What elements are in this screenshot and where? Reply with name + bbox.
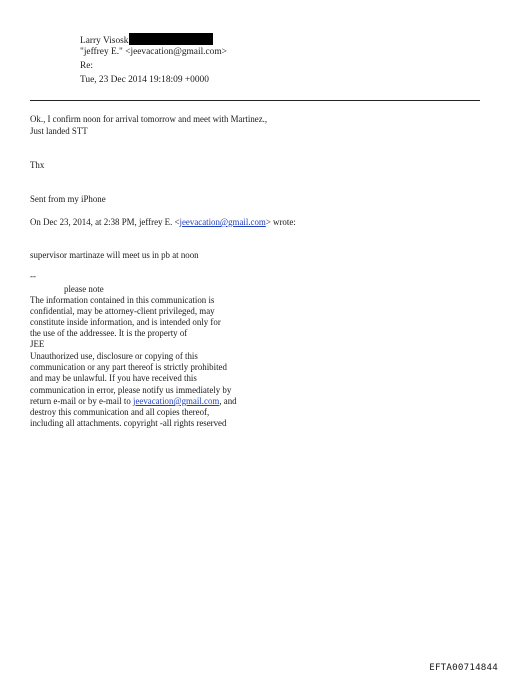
disclaimer-line — [30, 396, 237, 407]
disclaimer-line: Unauthorized use, disclosure or copying of this — [30, 351, 198, 361]
quote-prefix: On Dec 23, 2014, at 2:38 PM, jeffrey E. < — [30, 217, 180, 227]
disclaimer-line: confidential, may be attorney-client privileged, may — [30, 306, 215, 316]
quote-suffix: > wrote: — [265, 217, 296, 227]
disclaimer-line: The information contained in this communication is — [30, 295, 215, 305]
bates-number: EFTA00714844 — [429, 662, 498, 673]
disclaimer-line: communication in error, please notify us immediately by — [30, 385, 232, 395]
please-note: please note — [64, 284, 104, 294]
quoted-message: supervisor martinaze will meet us in pb at noon — [30, 250, 199, 260]
body-line-1: Ok., I confirm noon for arrival tomorrow and meet with Martinez., — [30, 114, 268, 124]
date-value: Tue, 23 Dec 2014 19:18:09 +0000 — [80, 75, 209, 85]
disclaimer-line: and may be unlawful. If you have received this — [30, 373, 197, 383]
disclaimer-suffix: , and — [219, 396, 237, 406]
signature-dashes: -- — [30, 271, 36, 281]
disclaimer-line: constitute inside information, and is intended only for — [30, 317, 221, 327]
header-divider — [30, 100, 480, 101]
subject-value: Re: — [80, 61, 94, 71]
redaction-box — [129, 33, 213, 45]
disclaimer-line: destroy this communication and all copies thereof, — [30, 407, 210, 417]
to-value: "jeffrey E." <jeevacation@gmail.com> — [80, 47, 227, 57]
quote-header — [30, 217, 296, 228]
quote-email-link[interactable]: jeevacation@gmail.com — [179, 217, 266, 227]
disclaimer-line: including all attachments. copyright -all rights reserved — [30, 418, 227, 428]
sent-from: Sent from my iPhone — [30, 194, 106, 204]
body-thx: Thx — [30, 160, 45, 170]
disclaimer-email-link[interactable]: jeevacation@gmail.com — [133, 396, 220, 406]
disclaimer-line: JEE — [30, 339, 45, 349]
disclaimer-line: communication or any part thereof is strictly prohibited — [30, 362, 227, 372]
from-value — [80, 33, 213, 47]
disclaimer-prefix: return e-mail or by e-mail to — [30, 396, 134, 406]
disclaimer-line: the use of the addressee. It is the property of — [30, 328, 188, 338]
sender-name: Larry Visosk — [80, 36, 129, 46]
body-line-2: Just landed STT — [30, 126, 88, 136]
